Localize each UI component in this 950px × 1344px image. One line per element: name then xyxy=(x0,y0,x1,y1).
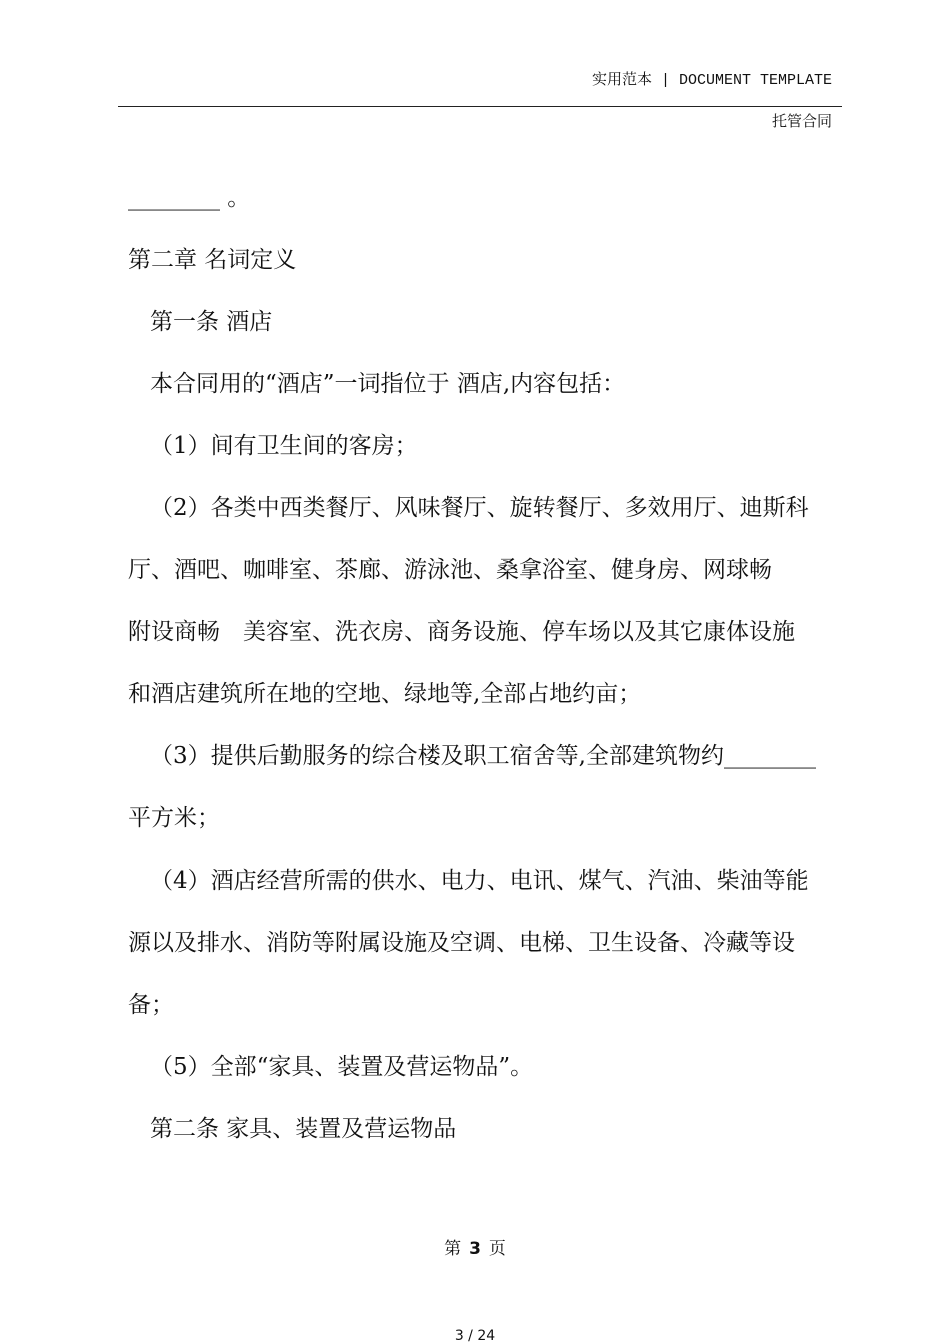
list-item-3: （3）提供后勤服务的综合楼及职工宿舍等,全部建筑物约________ xyxy=(150,743,816,769)
chapter-heading: 第二章 名词定义 xyxy=(128,247,297,273)
list-item-4-cont: 源以及排水、消防等附属设施及空调、电梯、卫生设备、冷藏等设 xyxy=(128,930,795,956)
list-item-3-cont: 平方米； xyxy=(128,805,220,831)
list-item-2: （2）各类中西类餐厅、风味餐厅、旋转餐厅、多效用厅、迪斯科 xyxy=(150,495,809,521)
body-line-blank-end: ________ 。 xyxy=(128,185,251,211)
list-item-2-cont: 和酒店建筑所在地的空地、绿地等,全部占地约亩； xyxy=(128,681,642,707)
list-item-2-cont: 厅、酒吧、咖啡室、茶廊、游泳池、桑拿浴室、健身房、网球畅 xyxy=(128,557,772,583)
header-subtitle: 托管合同 xyxy=(771,112,832,130)
list-item-4: （4）酒店经营所需的供水、电力、电讯、煤气、汽油、柴油等能 xyxy=(150,868,809,894)
page-footer-prefix: 第 xyxy=(444,1239,462,1259)
list-item-1: （1）间有卫生间的客房； xyxy=(150,433,418,459)
list-item-4-cont: 备； xyxy=(128,992,174,1018)
header-divider xyxy=(118,106,842,107)
list-item-2-cont: 附设商畅 美容室、洗衣房、商务设施、停车场以及其它康体设施 xyxy=(128,619,795,645)
page-footer-suffix: 页 xyxy=(488,1239,506,1259)
page-number: 3 xyxy=(469,1239,481,1259)
article-heading-2: 第二条 家具、装置及营运物品 xyxy=(150,1116,457,1142)
list-item-5: （5）全部“家具、装置及营运物品”。 xyxy=(150,1054,534,1080)
article-heading-1: 第一条 酒店 xyxy=(150,309,273,335)
body-paragraph-line: 本合同用的“酒店”一词指位于 酒店,内容包括： xyxy=(150,371,626,397)
page-counter: 3 / 24 xyxy=(454,1328,496,1344)
page-footer xyxy=(0,1234,950,1259)
header-title: 实用范本 | DOCUMENT TEMPLATE xyxy=(591,72,832,89)
